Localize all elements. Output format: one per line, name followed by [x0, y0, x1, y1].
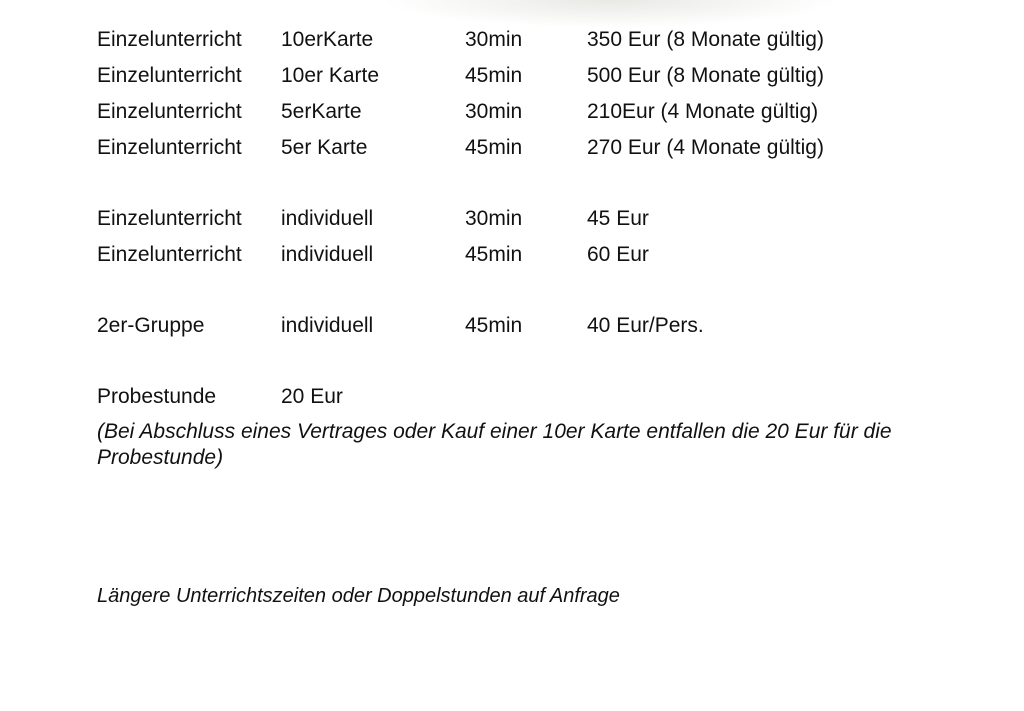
lesson-type: Einzelunterricht: [97, 136, 242, 159]
lesson-type: Einzelunterricht: [97, 243, 242, 266]
trial-row: [97, 383, 927, 419]
lesson-duration: 45min: [465, 314, 523, 337]
price-row: [97, 312, 927, 348]
lesson-option: individuell: [281, 243, 374, 266]
background-decoration: [380, 0, 840, 28]
lesson-type: Einzelunterricht: [97, 28, 242, 51]
lesson-duration: 45min: [465, 243, 523, 266]
lesson-type: Einzelunterricht: [97, 207, 242, 230]
trial-label: Probestunde: [97, 385, 217, 408]
lesson-option: 5er Karte: [281, 136, 368, 159]
lesson-duration: 30min: [465, 100, 523, 123]
lesson-duration: 45min: [465, 64, 523, 87]
trial-price: 20 Eur: [281, 385, 343, 408]
lesson-duration: 30min: [465, 207, 523, 230]
lesson-price: 40 Eur/Pers.: [587, 314, 704, 337]
lesson-price: 500 Eur (8 Monate gültig): [587, 64, 824, 87]
price-row: [97, 98, 927, 134]
lesson-option: individuell: [281, 207, 374, 230]
trial-note: (Bei Abschluss eines Vertrages oder Kauf einer 10er Karte entfallen die 20 Eur für die Probestunde): [97, 420, 892, 469]
price-list: [97, 26, 927, 471]
lesson-price: 350 Eur (8 Monate gültig): [587, 28, 824, 51]
lesson-type: 2er-Gruppe: [97, 314, 205, 337]
lesson-option: 10erKarte: [281, 28, 374, 51]
lesson-duration: 45min: [465, 136, 523, 159]
price-row: [97, 62, 927, 98]
price-row: [97, 241, 927, 277]
price-row: [97, 205, 927, 241]
price-row: [97, 134, 927, 170]
lesson-price: 60 Eur: [587, 243, 649, 266]
lesson-price: 210Eur (4 Monate gültig): [587, 100, 819, 123]
lesson-option: 5erKarte: [281, 100, 362, 123]
lesson-price: 270 Eur (4 Monate gültig): [587, 136, 824, 159]
lesson-price: 45 Eur: [587, 207, 649, 230]
price-row: [97, 26, 927, 62]
lesson-duration: 30min: [465, 28, 523, 51]
lesson-option: 10er Karte: [281, 64, 380, 87]
lesson-type: Einzelunterricht: [97, 64, 242, 87]
lesson-option: individuell: [281, 314, 374, 337]
footer-note: Längere Unterrichtszeiten oder Doppelstunden auf Anfrage: [97, 585, 620, 607]
lesson-type: Einzelunterricht: [97, 100, 242, 123]
